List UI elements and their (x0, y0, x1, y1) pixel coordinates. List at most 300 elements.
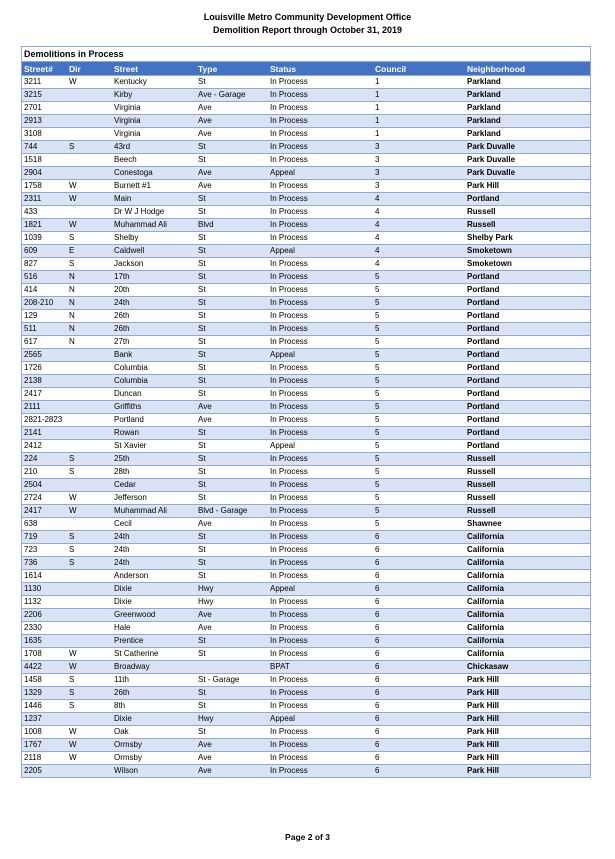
cell-status: In Process (268, 336, 373, 349)
cell-neighborhood: Russell (465, 492, 590, 505)
cell-neighborhood: Portland (465, 388, 590, 401)
cell-council: 6 (373, 752, 465, 765)
cell-dir: W (67, 739, 112, 752)
table-row (22, 336, 590, 349)
cell-status: In Process (268, 219, 373, 232)
cell-street: Beech (112, 154, 196, 167)
table-row (22, 739, 590, 752)
cell-street-number: 2724 (22, 492, 67, 505)
cell-street: St Xavier (112, 440, 196, 453)
cell-street: 27th (112, 336, 196, 349)
table-row (22, 310, 590, 323)
cell-council: 5 (373, 414, 465, 427)
cell-neighborhood: Portland (465, 193, 590, 206)
cell-council: 6 (373, 687, 465, 700)
cell-street: 24th (112, 544, 196, 557)
cell-street: 20th (112, 284, 196, 297)
cell-council: 6 (373, 596, 465, 609)
cell-status: In Process (268, 765, 373, 778)
cell-street-number: 2821-2823 (22, 414, 67, 427)
cell-neighborhood: Park Duvalle (465, 141, 590, 154)
cell-neighborhood: Park Hill (465, 700, 590, 713)
cell-council: 1 (373, 128, 465, 141)
cell-street: Columbia (112, 362, 196, 375)
cell-status: In Process (268, 570, 373, 583)
cell-street-number: 617 (22, 336, 67, 349)
cell-status: In Process (268, 492, 373, 505)
cell-street: Shelby (112, 232, 196, 245)
table-row (22, 453, 590, 466)
cell-type: St (196, 310, 268, 323)
demolition-report-table-container (21, 46, 591, 778)
cell-street: Oak (112, 726, 196, 739)
cell-status: In Process (268, 89, 373, 102)
col-header-street-number: Street# (22, 62, 67, 76)
cell-neighborhood: Park Hill (465, 765, 590, 778)
cell-type: Ave (196, 401, 268, 414)
cell-type: Blvd - Garage (196, 505, 268, 518)
cell-status: In Process (268, 401, 373, 414)
cell-street-number: 3211 (22, 76, 67, 89)
cell-council: 4 (373, 232, 465, 245)
cell-street-number: 2701 (22, 102, 67, 115)
cell-type: St (196, 349, 268, 362)
cell-neighborhood: Portland (465, 401, 590, 414)
cell-status: In Process (268, 648, 373, 661)
cell-council: 5 (373, 336, 465, 349)
cell-neighborhood: Shelby Park (465, 232, 590, 245)
cell-dir: S (67, 700, 112, 713)
cell-type: Ave (196, 739, 268, 752)
cell-type: St (196, 544, 268, 557)
cell-council: 6 (373, 609, 465, 622)
col-header-neighborhood: Neighborhood (465, 62, 590, 76)
table-row (22, 726, 590, 739)
cell-street: Greenwood (112, 609, 196, 622)
cell-type: Ave (196, 518, 268, 531)
cell-neighborhood: Portland (465, 310, 590, 323)
cell-neighborhood: Portland (465, 323, 590, 336)
cell-neighborhood: Park Hill (465, 726, 590, 739)
cell-type: St (196, 323, 268, 336)
table-row (22, 440, 590, 453)
cell-status: In Process (268, 180, 373, 193)
cell-council: 4 (373, 258, 465, 271)
cell-dir: S (67, 232, 112, 245)
table-row (22, 687, 590, 700)
table-row (22, 414, 590, 427)
cell-neighborhood: Park Hill (465, 739, 590, 752)
cell-dir: S (67, 531, 112, 544)
table-row (22, 362, 590, 375)
cell-dir: W (67, 648, 112, 661)
cell-dir (67, 583, 112, 596)
cell-street: 26th (112, 310, 196, 323)
cell-council: 6 (373, 622, 465, 635)
col-header-type: Type (196, 62, 268, 76)
cell-street-number: 609 (22, 245, 67, 258)
table-row (22, 765, 590, 778)
cell-neighborhood: Park Hill (465, 674, 590, 687)
table-row (22, 518, 590, 531)
cell-dir: S (67, 453, 112, 466)
cell-status: In Process (268, 115, 373, 128)
cell-council: 1 (373, 102, 465, 115)
cell-type: Blvd (196, 219, 268, 232)
table-row (22, 492, 590, 505)
cell-street: Wilson (112, 765, 196, 778)
cell-dir: S (67, 544, 112, 557)
cell-neighborhood: Parkland (465, 76, 590, 89)
cell-dir (67, 401, 112, 414)
cell-type: St (196, 466, 268, 479)
cell-street: Dixie (112, 713, 196, 726)
cell-status: In Process (268, 752, 373, 765)
cell-street: 25th (112, 453, 196, 466)
cell-street-number: 2913 (22, 115, 67, 128)
table-row (22, 674, 590, 687)
table-row (22, 466, 590, 479)
cell-dir: S (67, 674, 112, 687)
cell-street-number: 1130 (22, 583, 67, 596)
table-row (22, 622, 590, 635)
cell-status: In Process (268, 531, 373, 544)
cell-type: Hwy (196, 583, 268, 596)
cell-street-number: 3108 (22, 128, 67, 141)
cell-council: 6 (373, 557, 465, 570)
cell-dir (67, 206, 112, 219)
cell-status: In Process (268, 310, 373, 323)
cell-dir: N (67, 284, 112, 297)
cell-dir (67, 388, 112, 401)
cell-street-number: 1237 (22, 713, 67, 726)
cell-street: Cedar (112, 479, 196, 492)
cell-street-number: 1008 (22, 726, 67, 739)
cell-street-number: 2111 (22, 401, 67, 414)
cell-status: Appeal (268, 167, 373, 180)
cell-dir (67, 713, 112, 726)
cell-street-number: 129 (22, 310, 67, 323)
cell-street: Kirby (112, 89, 196, 102)
cell-council: 6 (373, 570, 465, 583)
cell-neighborhood: California (465, 596, 590, 609)
cell-street-number: 1446 (22, 700, 67, 713)
cell-dir (67, 115, 112, 128)
cell-street: Muhammad Ali (112, 219, 196, 232)
cell-street: Main (112, 193, 196, 206)
cell-dir: W (67, 76, 112, 89)
cell-street-number: 2417 (22, 505, 67, 518)
cell-street-number: 2118 (22, 752, 67, 765)
cell-status: In Process (268, 505, 373, 518)
cell-neighborhood: Portland (465, 271, 590, 284)
cell-council: 5 (373, 466, 465, 479)
cell-neighborhood: Russell (465, 206, 590, 219)
table-row (22, 609, 590, 622)
cell-type: St (196, 635, 268, 648)
cell-type: St (196, 531, 268, 544)
cell-street: 17th (112, 271, 196, 284)
cell-street-number: 4422 (22, 661, 67, 674)
cell-status: In Process (268, 622, 373, 635)
cell-street: Burnett #1 (112, 180, 196, 193)
cell-street-number: 2138 (22, 375, 67, 388)
cell-dir: N (67, 310, 112, 323)
cell-dir: S (67, 258, 112, 271)
cell-council: 5 (373, 310, 465, 323)
cell-council: 4 (373, 193, 465, 206)
cell-street-number: 736 (22, 557, 67, 570)
cell-type: St (196, 206, 268, 219)
cell-dir (67, 570, 112, 583)
page-number: Page 2 of 3 (285, 832, 330, 842)
cell-council: 5 (373, 492, 465, 505)
cell-street-number: 2141 (22, 427, 67, 440)
table-row (22, 154, 590, 167)
cell-dir: N (67, 336, 112, 349)
cell-neighborhood: Park Hill (465, 687, 590, 700)
cell-street-number: 208-210 (22, 297, 67, 310)
cell-status: In Process (268, 479, 373, 492)
table-row (22, 596, 590, 609)
table-row (22, 115, 590, 128)
cell-street: 28th (112, 466, 196, 479)
cell-type: Ave (196, 167, 268, 180)
table-body (22, 76, 590, 778)
report-subtitle: Demolition Report through October 31, 2019 (212, 25, 403, 35)
table-row (22, 505, 590, 518)
cell-neighborhood: Park Duvalle (465, 154, 590, 167)
cell-type: Ave (196, 115, 268, 128)
cell-status: In Process (268, 518, 373, 531)
cell-street-number: 1758 (22, 180, 67, 193)
cell-neighborhood: Russell (465, 219, 590, 232)
cell-dir: W (67, 492, 112, 505)
cell-street: Virginia (112, 128, 196, 141)
cell-council: 6 (373, 726, 465, 739)
cell-dir (67, 622, 112, 635)
cell-neighborhood: Russell (465, 453, 590, 466)
cell-status: Appeal (268, 713, 373, 726)
cell-street: Griffiths (112, 401, 196, 414)
cell-status: In Process (268, 102, 373, 115)
cell-street-number: 1821 (22, 219, 67, 232)
cell-street: Duncan (112, 388, 196, 401)
cell-status: In Process (268, 323, 373, 336)
cell-dir (67, 635, 112, 648)
cell-dir (67, 362, 112, 375)
cell-status: Appeal (268, 245, 373, 258)
cell-status: In Process (268, 154, 373, 167)
cell-street-number: 224 (22, 453, 67, 466)
cell-type: Ave (196, 609, 268, 622)
cell-street: 24th (112, 297, 196, 310)
cell-street-number: 516 (22, 271, 67, 284)
cell-street-number: 1458 (22, 674, 67, 687)
cell-type: St (196, 388, 268, 401)
table-row (22, 128, 590, 141)
cell-dir: E (67, 245, 112, 258)
cell-neighborhood: Smoketown (465, 245, 590, 258)
cell-status: In Process (268, 466, 373, 479)
cell-street-number: 1708 (22, 648, 67, 661)
cell-council: 5 (373, 401, 465, 414)
cell-type: St - Garage (196, 674, 268, 687)
cell-dir (67, 154, 112, 167)
cell-status: In Process (268, 414, 373, 427)
cell-street-number: 2504 (22, 479, 67, 492)
cell-council: 6 (373, 544, 465, 557)
cell-neighborhood: Portland (465, 362, 590, 375)
cell-street-number: 2330 (22, 622, 67, 635)
cell-street: Dr W J Hodge (112, 206, 196, 219)
table-header-row (22, 62, 590, 76)
table-row (22, 700, 590, 713)
table-row (22, 232, 590, 245)
cell-status: In Process (268, 141, 373, 154)
cell-type: Ave (196, 102, 268, 115)
cell-council: 1 (373, 115, 465, 128)
cell-neighborhood: Portland (465, 297, 590, 310)
cell-street: Dixie (112, 596, 196, 609)
cell-council: 5 (373, 505, 465, 518)
cell-type: Hwy (196, 713, 268, 726)
cell-dir: W (67, 752, 112, 765)
cell-neighborhood: Parkland (465, 102, 590, 115)
cell-status: In Process (268, 609, 373, 622)
cell-status: In Process (268, 687, 373, 700)
cell-council: 6 (373, 674, 465, 687)
table-row (22, 271, 590, 284)
cell-council: 5 (373, 427, 465, 440)
cell-street: St Catherine (112, 648, 196, 661)
table-row (22, 388, 590, 401)
cell-dir: W (67, 726, 112, 739)
cell-neighborhood: California (465, 583, 590, 596)
cell-type: St (196, 336, 268, 349)
cell-dir (67, 414, 112, 427)
cell-type: Ave (196, 765, 268, 778)
table-row (22, 531, 590, 544)
cell-council: 5 (373, 362, 465, 375)
cell-street-number: 1518 (22, 154, 67, 167)
cell-council: 5 (373, 518, 465, 531)
cell-street: Broadway (112, 661, 196, 674)
cell-type: St (196, 479, 268, 492)
cell-street-number: 723 (22, 544, 67, 557)
cell-street: Rowan (112, 427, 196, 440)
cell-council: 5 (373, 284, 465, 297)
table-row (22, 206, 590, 219)
cell-type: St (196, 557, 268, 570)
cell-dir: S (67, 466, 112, 479)
cell-type: Ave (196, 622, 268, 635)
cell-street: Caldwell (112, 245, 196, 258)
cell-council: 6 (373, 765, 465, 778)
table-row (22, 635, 590, 648)
cell-dir (67, 609, 112, 622)
cell-council: 4 (373, 206, 465, 219)
demolition-table (22, 62, 590, 777)
cell-neighborhood: Parkland (465, 128, 590, 141)
cell-dir (67, 518, 112, 531)
cell-neighborhood: Park Hill (465, 713, 590, 726)
cell-street: 11th (112, 674, 196, 687)
cell-neighborhood: Russell (465, 505, 590, 518)
cell-street-number: 433 (22, 206, 67, 219)
cell-council: 5 (373, 297, 465, 310)
cell-street: Columbia (112, 375, 196, 388)
cell-neighborhood: California (465, 544, 590, 557)
cell-type: St (196, 492, 268, 505)
cell-status: In Process (268, 362, 373, 375)
cell-street-number: 511 (22, 323, 67, 336)
cell-type: Ave (196, 180, 268, 193)
cell-street: Portland (112, 414, 196, 427)
cell-type: St (196, 726, 268, 739)
table-row (22, 323, 590, 336)
cell-council: 1 (373, 89, 465, 102)
cell-street-number: 1635 (22, 635, 67, 648)
cell-street: 26th (112, 687, 196, 700)
cell-street-number: 827 (22, 258, 67, 271)
cell-street-number: 719 (22, 531, 67, 544)
table-row (22, 180, 590, 193)
cell-type: Ave - Garage (196, 89, 268, 102)
section-title: Demolitions in Process (22, 47, 590, 62)
col-header-street: Street (112, 62, 196, 76)
table-row (22, 375, 590, 388)
cell-status: In Process (268, 544, 373, 557)
table-row (22, 89, 590, 102)
cell-street-number: 1726 (22, 362, 67, 375)
cell-neighborhood: Portland (465, 375, 590, 388)
cell-street-number: 2904 (22, 167, 67, 180)
cell-council: 5 (373, 323, 465, 336)
cell-street: Bank (112, 349, 196, 362)
cell-type: St (196, 193, 268, 206)
col-header-dir: Dir (67, 62, 112, 76)
cell-street-number: 1132 (22, 596, 67, 609)
cell-street: Conestoga (112, 167, 196, 180)
cell-street-number: 1329 (22, 687, 67, 700)
table-row (22, 102, 590, 115)
cell-dir: N (67, 271, 112, 284)
cell-street-number: 1039 (22, 232, 67, 245)
cell-council: 6 (373, 635, 465, 648)
cell-neighborhood: Russell (465, 479, 590, 492)
cell-council: 3 (373, 154, 465, 167)
cell-street: 26th (112, 323, 196, 336)
cell-dir (67, 479, 112, 492)
cell-street: 24th (112, 531, 196, 544)
cell-council: 1 (373, 76, 465, 89)
cell-status: Appeal (268, 349, 373, 362)
cell-council: 3 (373, 141, 465, 154)
table-row (22, 76, 590, 89)
col-header-status: Status (268, 62, 373, 76)
cell-status: In Process (268, 453, 373, 466)
cell-type: St (196, 570, 268, 583)
cell-neighborhood: Chickasaw (465, 661, 590, 674)
cell-type (196, 661, 268, 674)
cell-council: 6 (373, 739, 465, 752)
table-row (22, 713, 590, 726)
cell-type: St (196, 440, 268, 453)
cell-type: St (196, 258, 268, 271)
cell-status: In Process (268, 726, 373, 739)
cell-status: In Process (268, 635, 373, 648)
